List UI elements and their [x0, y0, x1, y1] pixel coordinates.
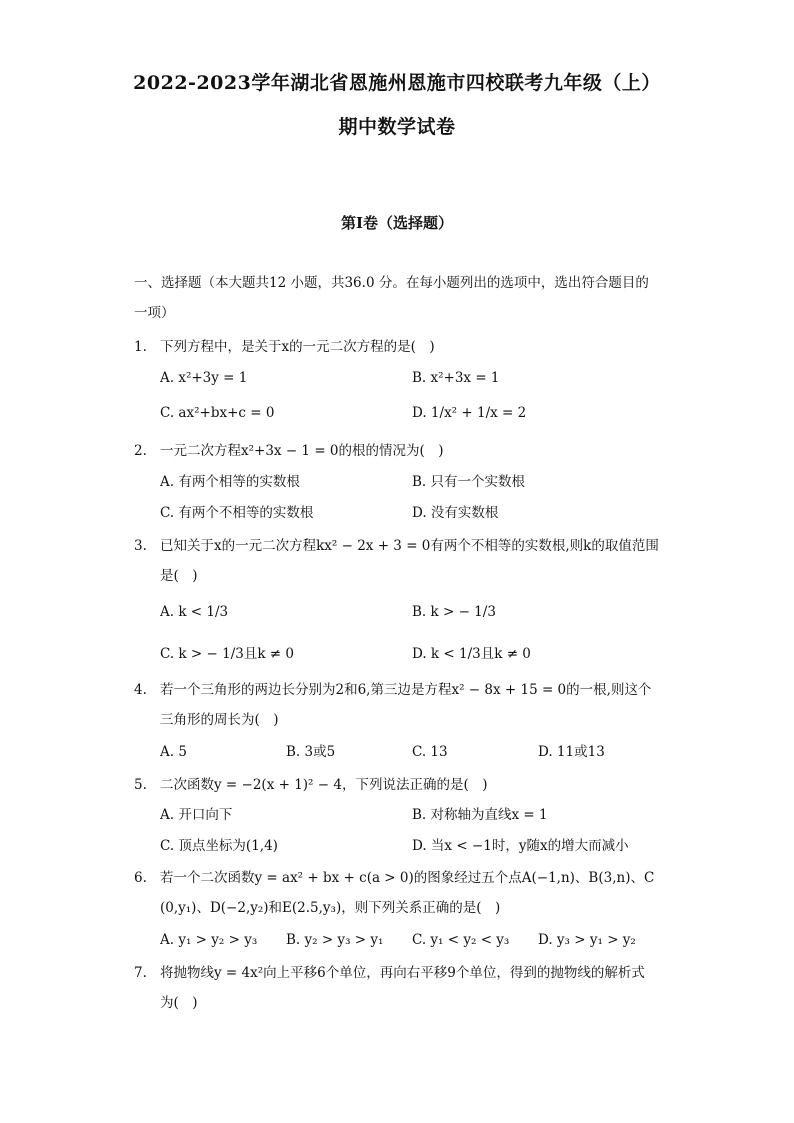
question-text-line1: 将抛物线y = 4x²向上平移6个单位，再向右平移9个单位，得到的抛物线的解析式 [160, 965, 645, 981]
question-text-line2: 是( ) [160, 568, 198, 584]
question-text-line2: 三角形的周长为( ) [160, 712, 279, 728]
section-text-line1: 一、选择题（本大题共12 小题，共36.0 分。在每小题列出的选项中，选出符合题目的 [134, 275, 649, 291]
q2-option-a[interactable]: A. 有两个相等的实数根 [160, 474, 300, 490]
q3-option-c[interactable]: C. k > − 1/3且k ≠ 0 [160, 646, 294, 662]
q6-option-b[interactable]: B. y₂ > y₃ > y₁ [286, 932, 384, 948]
exam-title-line2: 期中数学试卷 [338, 116, 456, 138]
q6-option-c[interactable]: C. y₁ < y₂ < y₃ [412, 932, 510, 948]
q4-option-b[interactable]: B. 3或5 [286, 744, 336, 760]
question-number: 1. [134, 339, 147, 355]
question-text-line2: 为( ) [160, 995, 198, 1011]
question-text: 一元二次方程x²+3x − 1 = 0的根的情况为( ) [160, 443, 444, 459]
question-number: 6. [134, 870, 147, 886]
q6-option-a[interactable]: A. y₁ > y₂ > y₃ [160, 932, 258, 948]
q3-option-b[interactable]: B. k > − 1/3 [412, 604, 496, 620]
q1-option-a[interactable]: A. x²+3y = 1 [160, 370, 248, 386]
section-instructions-line1 [134, 268, 674, 298]
part-heading: 第I卷（选择题） [340, 214, 454, 232]
question-text-line1: 若一个二次函数y = ax² + bx + c(a > 0)的图象经过五个点A(−1,n)、B(3,n)、C [160, 870, 655, 886]
q5-option-a[interactable]: A. 开口向下 [160, 807, 233, 823]
q5-option-c[interactable]: C. 顶点坐标为(1,4) [160, 838, 278, 854]
q4-option-c[interactable]: C. 13 [412, 744, 448, 760]
q6-option-d[interactable]: D. y₃ > y₁ > y₂ [538, 932, 636, 948]
q1-option-d[interactable]: D. 1/x² + 1/x = 2 [412, 405, 527, 421]
q4-option-d[interactable]: D. 11或13 [538, 744, 605, 760]
question-number: 2. [134, 443, 147, 459]
question-number: 7. [134, 965, 147, 981]
q4-option-a[interactable]: A. 5 [160, 744, 187, 760]
question-text-line1: 若一个三角形的两边长分别为2和6,第三边是方程x² − 8x + 15 = 0的一根,则这个 [160, 682, 652, 698]
question-number: 5. [134, 777, 147, 793]
q1-option-c[interactable]: C. ax²+bx+c = 0 [160, 405, 275, 421]
q3-option-a[interactable]: A. k < 1/3 [160, 604, 229, 620]
q3-option-d[interactable]: D. k < 1/3且k ≠ 0 [412, 646, 531, 662]
question-text: 下列方程中，是关于x的一元二次方程的是( ) [160, 339, 435, 355]
q5-option-d[interactable]: D. 当x < −1时，y随x的增大而减小 [412, 838, 629, 854]
question-text-line2: (0,y₁)、D(−2,y₂)和E(2.5,y₃)，则下列关系正确的是( ) [160, 900, 501, 916]
question-text: 二次函数y = −2(x + 1)² − 4，下列说法正确的是( ) [160, 777, 488, 793]
section-instructions-line2: 一项） [134, 305, 175, 321]
q5-option-b[interactable]: B. 对称轴为直线x = 1 [412, 807, 548, 823]
q2-option-b[interactable]: B. 只有一个实数根 [412, 474, 526, 490]
q1-option-b[interactable]: B. x²+3x = 1 [412, 370, 500, 386]
question-text-line1: 已知关于x的一元二次方程kx² − 2x + 3 = 0有两个不相等的实数根,则k的取值范围 [160, 538, 659, 554]
question-number: 3. [134, 538, 147, 554]
question-number: 4. [134, 682, 147, 698]
q2-option-c[interactable]: C. 有两个不相等的实数根 [160, 505, 314, 521]
exam-title-line1: 2022-2023学年湖北省恩施州恩施市四校联考九年级（上） [133, 72, 661, 94]
q2-option-d[interactable]: D. 没有实数根 [412, 505, 499, 521]
